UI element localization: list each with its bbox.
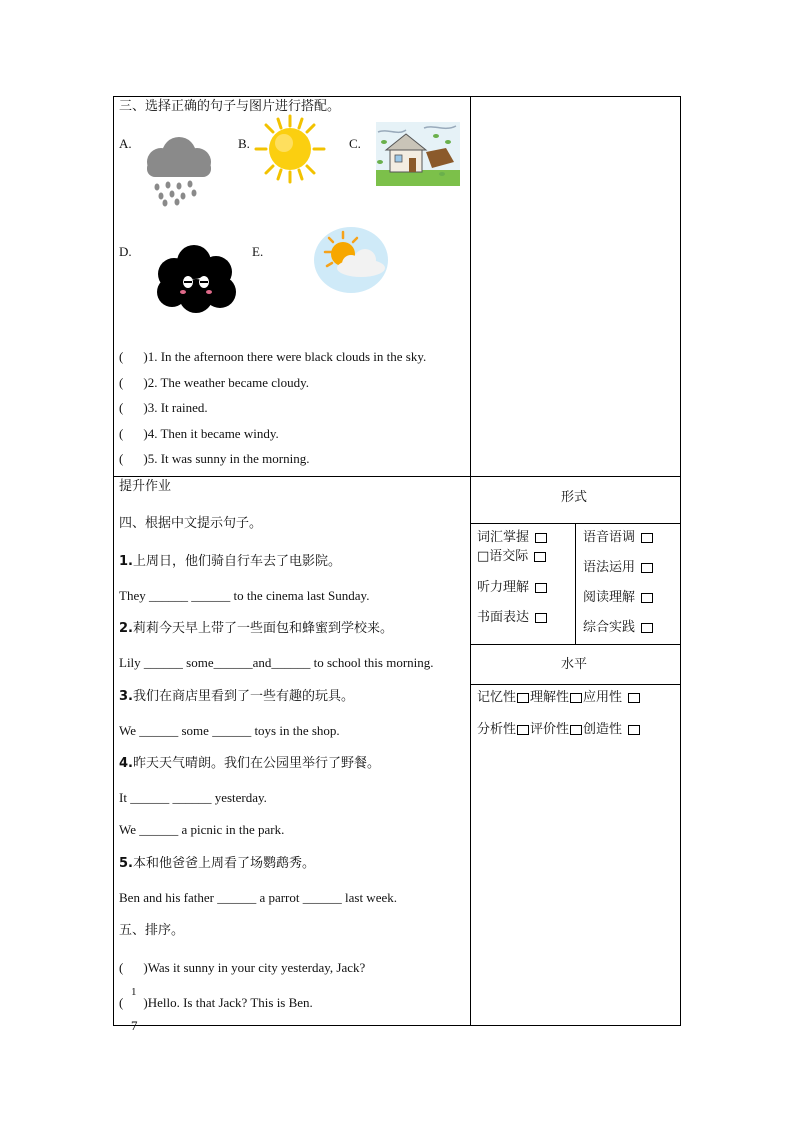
checkbox[interactable]	[535, 613, 547, 623]
checkbox[interactable]	[628, 725, 640, 735]
item4-zh: 4.昨天天气晴朗。我们在公园里举行了野餐。	[119, 756, 380, 771]
rain-cloud-icon	[141, 136, 215, 208]
black-cloud-icon	[154, 244, 238, 314]
form-col-divider	[575, 523, 576, 644]
item2-en: Lily ______ some______and______ to school this morning.	[119, 655, 434, 670]
section3-heading: 三、选择正确的句子与图片进行搭配。	[119, 99, 341, 114]
form-right-3: 综合实践	[583, 616, 653, 635]
section4-heading: 四、根据中文提示句子。	[119, 516, 263, 531]
sentence-5: ( )5. It was sunny in the morning.	[119, 451, 310, 466]
item5-zh: 5.本和他爸爸上周看了场鹦鹉秀。	[119, 856, 315, 871]
item1-zh: 1.上周日，他们骑自行车去了电影院。	[119, 554, 341, 569]
form-left-0: 词汇掌握	[477, 526, 547, 545]
table-border-top	[113, 96, 681, 97]
checkbox[interactable]	[517, 693, 529, 703]
footer-7: 7	[131, 1018, 138, 1033]
checkbox[interactable]	[628, 693, 640, 703]
table-border-right	[680, 96, 681, 1026]
label-a: A.	[119, 136, 132, 151]
sun-icon	[252, 114, 328, 184]
sentence-1: ( )1. In the afternoon there were black clouds in the sky.	[119, 349, 427, 364]
table-divider-vertical	[470, 96, 471, 1026]
label-d: D.	[119, 244, 132, 259]
checkbox[interactable]	[570, 725, 582, 735]
form-right-2: 阅读理解	[583, 586, 653, 605]
form-right-1: 语法运用	[583, 556, 653, 575]
item3-zh: 3.我们在商店里看到了一些有趣的玩具。	[119, 689, 354, 704]
item5-en: Ben and his father ______ a parrot ______ last week.	[119, 890, 397, 905]
table-border-bottom	[113, 1025, 681, 1026]
sentence-2: ( )2. The weather became cloudy.	[119, 375, 310, 390]
windy-house-icon	[376, 122, 460, 186]
sun-behind-cloud-icon	[313, 226, 389, 294]
form-right-0: 语音语调	[583, 526, 653, 545]
level-row-2: 分析性 评价性 创造性	[477, 718, 640, 737]
form-left-2: 听力理解	[477, 576, 547, 595]
form-title: 形式	[561, 490, 588, 505]
item4-en-2: We ______ a picnic in the park.	[119, 822, 285, 837]
item3-en: We ______ some ______ toys in the shop.	[119, 723, 340, 738]
form-left-3: 书面表达	[477, 606, 547, 625]
table-row-divider	[113, 476, 681, 477]
item1-en: They ______ ______ to the cinema last Sunday.	[119, 588, 370, 603]
checkbox[interactable]	[535, 583, 547, 593]
checkbox[interactable]	[534, 552, 546, 562]
form-bottom-divider	[470, 644, 681, 645]
level-row-1: 记忆性 理解性 应用性	[477, 686, 640, 705]
item4-en-1: It ______ ______ yesterday.	[119, 790, 267, 805]
label-e: E.	[252, 244, 264, 259]
checkbox[interactable]	[641, 533, 653, 543]
checkbox[interactable]	[535, 533, 547, 543]
checkbox[interactable]	[641, 623, 653, 633]
checkbox[interactable]	[570, 693, 582, 703]
label-c: C.	[349, 136, 361, 151]
superscript-1: 1	[131, 986, 137, 998]
checkbox[interactable]	[641, 593, 653, 603]
level-title: 水平	[561, 657, 588, 672]
sentence-3: ( )3. It rained.	[119, 400, 208, 415]
table-border-left	[113, 96, 114, 1026]
form-left-1: □语交际	[477, 545, 546, 564]
item2-zh: 2.莉莉今天早上带了一些面包和蜂蜜到学校来。	[119, 621, 393, 636]
checkbox[interactable]	[517, 725, 529, 735]
order-item-1: ( )Was it sunny in your city yesterday, Jack?	[119, 960, 366, 975]
checkbox[interactable]	[641, 563, 653, 573]
order-item-2: ( )Hello. Is that Jack? This is Ben.	[119, 995, 313, 1010]
sentence-4: ( )4. Then it became windy.	[119, 426, 279, 441]
advanced-heading: 提升作业	[119, 479, 172, 494]
label-b: B.	[238, 136, 250, 151]
level-title-divider	[470, 684, 681, 685]
section5-heading: 五、排序。	[119, 923, 185, 938]
